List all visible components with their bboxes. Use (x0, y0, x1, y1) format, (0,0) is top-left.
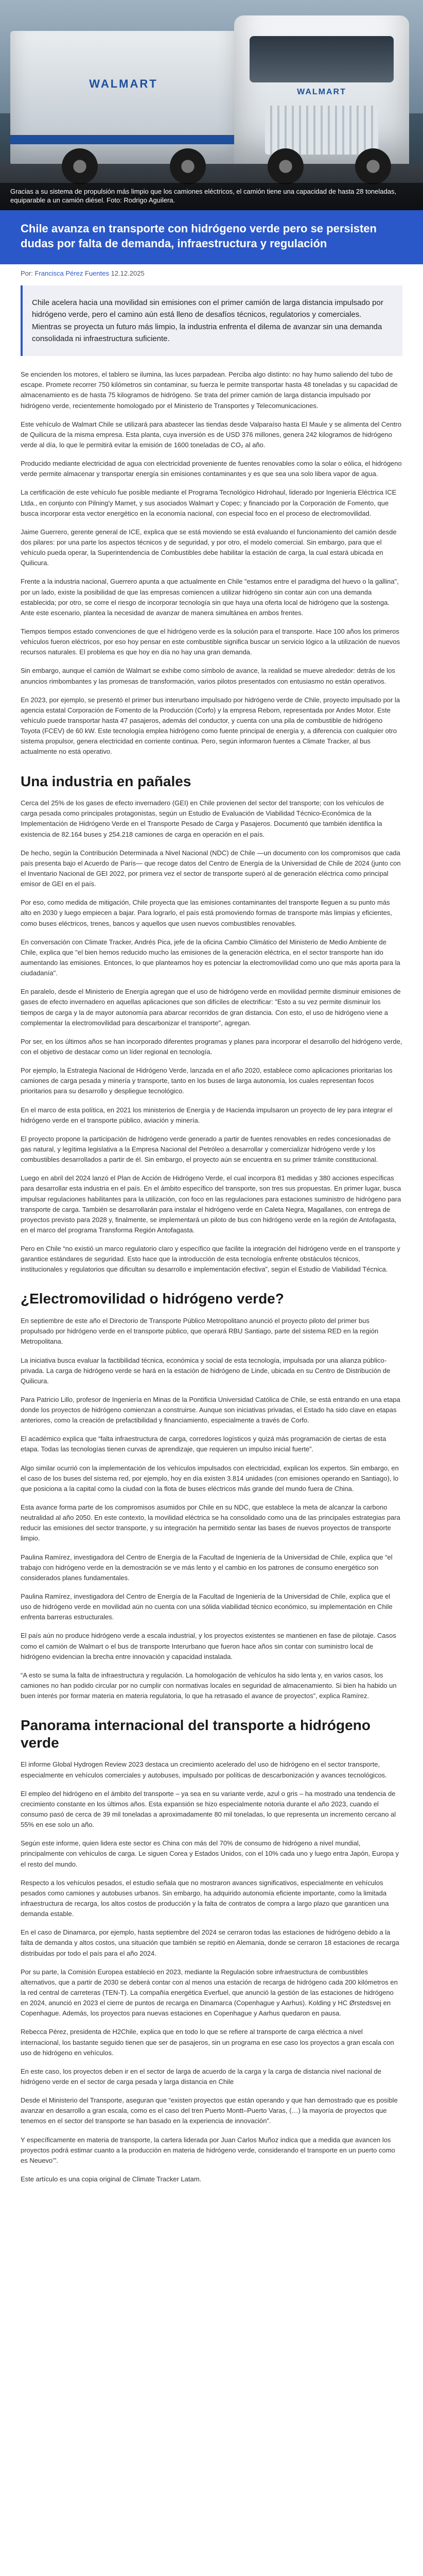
body-paragraph: Desde el Ministerio del Transporte, aseguran que “existen proyectos que están operando y que han demostrado que es posible avanzar en desarrollo a gran escala, como es el caso del tren Puerto Montt–Puerto Varas, (…) la mayoría de proyectos que tenemos en el sector del transporte se han basado en la experiencia de innovación”. (21, 2096, 398, 2125)
body-paragraph: El informe Global Hydrogen Review 2023 destaca un crecimiento acelerado del uso de hidrógeno en el sector transporte, especialmente en vehículos comerciales y autobuses, impulsado por políticas de descarbonización y avances tecnológicos. (21, 1760, 387, 1779)
body-paragraph: Por ejemplo, la Estrategia Nacional de Hidrógeno Verde, lanzada en el año 2020, establece como aplicaciones prioritarias los camiones de carga pesada y minería y transporte, tanto en los buses de larga autonomía, los cuales representan focos prioritarios para su desarrollo y despliegue tecnológico. (21, 1066, 393, 1095)
hero-image (0, 0, 423, 210)
body-paragraph: En conversación con Climate Tracker, Andrés Pica, jefe de la oficina Cambio Climático del Ministerio de Medio Ambiente de Chile, explica que "el bien hemos reducido mucho las emisiones de la generación eléctrica, en el sector transporte han ido aumentando las emisiones. Entonces, lo que planteamos hoy es potenciar la electromovilidad como uno que más aporta para la ciudadanía". (21, 938, 400, 977)
byline-prefix: Por: (21, 269, 33, 278)
truck-cab (234, 15, 409, 170)
body-paragraph: El proyecto propone la participación de hidrógeno verde generado a partir de fuentes renovables en redes concesionadas de gas natural, y legítima legislativa a la Empresa Nacional del Petróleo a desarrollar y comercializar hidrógeno verde y los combustibles desarrollados a partir de él. Sin embargo, el proyecto aún se encuentra en su primer trámite constitucional. (21, 1134, 391, 1164)
body-paragraph: Frente a la industria nacional, Guerrero apunta a que actualmente en Chile "estamos entre el paradigma del huevo o la gallina", por un lado, existe la posibilidad de que las empresas comiencen a utilizar hidrógeno sin contar aún con una demanda establecida; por otro, se corre el riesgo de incorporar tecnología sin que haya una oferta local de hidrógeno que la sostenga. Ante este escenario, plantea la necesidad de avanzar de manera simultánea en ambos frentes. (21, 578, 399, 617)
body-paragraph: De hecho, según la Contribución Determinada a Nivel Nacional (NDC) de Chile —un documento con los compromisos que cada país presenta bajo el Acuerdo de París— que recoge datos del Centro de Energía de la Universidad de Chile de 2024 (junto con el Inventario Nacional de GEI 2022, por primera vez el sector de transporte superó al de generación eléctrica como principal emisor de GEI en el país. (21, 849, 401, 888)
body-paragraph: En septiembre de este año el Directorio de Transporte Público Metropolitano anunció el proyecto piloto del primer bus propulsado por hidrógeno verde en el transporte público, que operará RBU Santiago, parte del sistema RED en la región Metropolitana. (21, 1317, 379, 1346)
publish-date: 12.12.2025 (111, 269, 145, 278)
lead-paragraph: Chile acelera hacia una movilidad sin emisiones con el primer camión de larga distancia impulsado por hidrógeno verde, pero el camino aún está lleno de desafíos técnicos, regulatorios y comerciales. Mientras se proyecta un futuro más limpio, la industria enfrenta el dilema de avanzar sin una demanda consolidada ni infraestructura suficiente. (21, 285, 402, 356)
body-paragraph: Cerca del 25% de los gases de efecto invernadero (GEI) en Chile provienen del sector del transporte; con los vehículos de carga pesada como principales protagonistas, según un Estudio de Evaluación de Viabilidad Técnico-Económica de la Implementación de Hidrógeno Verde en el Transporte Pesado de Carga y Pasajeros. Documentó que también identifica la existencia de 82.164 buses y 254.218 camiones de carga en operación en el país. (21, 799, 384, 838)
body-paragraph: Algo similar ocurrió con la implementación de los vehículos impulsados con electricidad, explican los expertos. Sin embargo, en el caso de los buses del sistema red, por ejemplo, hoy en día existen 3.814 unidades (con emisiones operando en Santiago), lo que posiciona a la capital como la ciudad con la flota de buses eléctricos más grande del mundo fuera de China. (21, 1464, 399, 1493)
section-heading: Una industria en pañales (21, 773, 191, 789)
body-paragraph: La certificación de este vehículo fue posible mediante el Programa Tecnológico Hidrohaul, liderado por Ingeniería Eléctrica ICE Ltda., en conjunto con Pilning'y Marnet, y sus asociados Walmart y Copec; y financiado por la Corporación de Fomento, que busca incorporar esta vector energético en la economía nacional, con especial foco en el proceso de electromovilidad. (21, 488, 397, 517)
body-paragraph: En 2023, por ejemplo, se presentó el primer bus interurbano impulsado por hidrógeno verde de Chile, proyecto impulsado por la agencia estatal Corporación de Fomento de la Producción (Corfo) y la empresa Reborn, representada por Andes Motor. Este vehículo puede transportar hasta 47 pasajeros, además del conductor, y cuenta con una pila de combustible de hidrógeno Toyota (FCEV) de 60 kW. Este tecnología emplea hidrógeno como fuente principal de energía y, a diferencia con cualquier otro sistema propulsor, genera electricidad en corriente continua. Pero, según informaron fuentes a Climate Tracker, al bus actualmente no está operativo. (21, 696, 400, 756)
body-paragraph: Según este informe, quien lidera este sector es China con más del 70% de consumo de hidrógeno a nivel mundial, principalmente con vehículos de carga. Le siguen Corea y Estados Unidos, con el 10% cada uno y luego entra Japón, Europa y el resto del mundo. (21, 1839, 399, 1868)
body-paragraph: Luego en abril del 2024 lanzó el Plan de Acción de Hidrógeno Verde, el cual incorpora 81 medidas y 380 acciones específicas para desarrollar esta industria en el país. En el ámbito específico del transporte, son tres sus propuestas. En primer lugar, busca impulsar regulaciones habilitantes para la utilización, con foco en las regulaciones para estaciones suministro de hidrógeno para transporte de carga. También se desarrollarán para instalar el hidrógeno verde en Caleta Negra, Magallanes, con entrega de proyectos previsto para 2028 y, finalmente, se implementará un piloto de bus con hidrógeno verde en la región de Antofagasta, en el marco del programa Transforma Región Antofagasta. (21, 1174, 401, 1234)
truck-grille (265, 106, 378, 155)
body-paragraph: En el caso de Dinamarca, por ejemplo, hasta septiembre del 2024 se cerraron todas las estaciones de hidrógeno debido a la falta de demanda y altos costos, una situación que también se repitió en Alemania, donde se cerraron 18 estaciones de recarga distribuidas por todo el país para el año 2024. (21, 1928, 399, 1957)
truck-windshield (250, 36, 394, 82)
trailer-stripe (10, 135, 237, 144)
body-paragraph: Tiempos tiempos estado convenciones de que el hidrógeno verde es la solución para el transporte. Hace 100 años los primeros vehículos fueron eléctricos, por eso hoy pensar en este combustible significa buscar un servicio lógico a la utilización de nuevos recursos naturales. El problema es que hoy en día no hay una gran demanda. (21, 628, 400, 656)
body-paragraph: Pero en Chile “no existió un marco regulatorio claro y específico que facilite la integración del hidrógeno verde en el transporte y garantice estándares de seguridad. Esto hace que la introducción de esta tecnología enfrente obstáculos técnicos, institucionales y regulatorios que dificultan su desarrollo e implementación efectiva”, según el Estudio de Viabilidad Técnica. (21, 1245, 400, 1274)
body-paragraph: En este caso, los proyectos deben ir en el sector de larga de acuerdo de la carga y la carga de distancia nivel nacional de hidrógeno verde en el sector de carga pesada y larga distancia en Chile (21, 2067, 381, 2086)
section-heading: ¿Electromovilidad o hidrógeno verde? (21, 1291, 284, 1307)
body-paragraph: La iniciativa busca evaluar la factibilidad técnica, económica y social de esta tecnología, impulsada por una alianza público-privada. La carga de hidrógeno verde se hará en la estación de hidrógeno de Linde, ubicada en su Centro de Distribución de Quilicura. (21, 1356, 391, 1385)
body-paragraph: Este vehículo de Walmart Chile se utilizará para abastecer las tiendas desde Valparaíso hasta El Maule y se alimenta del Centro de Quilicura de la misma empresa. Esta planta, cuya inversión es de USD 376 millones, genera 242 kilogramos de hidrógeno verde al día, lo que le permitirá evitar la emisión de 1600 toneladas de CO₂ al año. (21, 420, 401, 449)
hero-caption: Gracias a su sistema de propulsión más limpio que los camiones eléctricos, el camión tiene una capacidad de hasta 28 toneladas, equiparable a un camión diésel. Foto: Rodrigo Aguilera. (0, 183, 423, 210)
byline (0, 264, 423, 280)
body-paragraph: El país aún no produce hidrógeno verde a escala industrial, y los proyectos existentes se mantienen en fase de pilotaje. Casos como el camión de Walmart o el bus de transporte Interurbano que fueron hace años sin contar con suministro local de hidrógeno evidencian la brecha entre innovación y capacidad instalada. (21, 1632, 396, 1660)
body-paragraph: Por ser, en los últimos años se han incorporado diferentes programas y planes para incorporar el desarrollo del hidrógeno verde, con el objetivo de destacar como un líder regional en tecnología. (21, 1037, 402, 1056)
body-paragraph: Y específicamente en materia de transporte, la cartera liderada por Juan Carlos Muñoz indica que a medida que avancen los proyectos podrá estimar cuanto a la producción en materia de hidrógeno verde, considerando el transporte en un puerto como es Neuevo’”. (21, 2136, 395, 2164)
headline-banner (0, 210, 423, 264)
body-paragraph: Para Patricio Lillo, profesor de Ingeniería en Minas de la Pontificia Universidad Católica de Chile, se está entrando en una etapa donde los proyectos de hidrógeno comienzan a construirse. Aunque son iniciativas privadas, el Estado ha sido clave en etapas anteriores, como la creación de prefactibilidad y financiamiento, especialmente a través de Corfo. (21, 1395, 400, 1425)
body-paragraph: Paulina Ramírez, investigadora del Centro de Energía de la Facultad de Ingeniería de la Universidad de Chile, explica que “el trabajo con hidrógeno verde en la demostración se ve más lento y el cambio en los patrones de consumo energético son considerados planes fundamentales. (21, 1553, 393, 1582)
body-paragraph: El académico explica que “falta infraestructura de carga, corredores logísticos y quizá más programación de ciertas de esta etapa. Todas las tecnologías tienen curvas de aprendizaje, que requieren un impulso inicial fuerte”. (21, 1435, 386, 1453)
wheel (268, 148, 304, 184)
author-link[interactable]: Francisca Pérez Fuentes (34, 269, 109, 278)
body-paragraph: El empleo del hidrógeno en el ámbito del transporte – ya sea en su variante verde, azul o gris – ha mostrado una tendencia de crecimiento constante en los últimos años. Esta expansión se hizo especialmente notoria durante el año 2023, cuando el consumo pasó de cerca de 39 mil toneladas a aproximadamente 80 mil toneladas, lo que representa un incremento cercano al 55% en ese solo un año. (21, 1789, 396, 1829)
body-paragraph: Producido mediante electricidad de agua con electricidad proveniente de fuentes renovables como la solar o eólica, el hidrógeno verde permite almacenar y transportar energía sin emisiones contaminantes y es que sea una solo libera vapor de agua. (21, 460, 402, 478)
body-paragraph: Respecto a los vehículos pesados, el estudio señala que no mostraron avances significativos, especialmente en vehículos pesados como camiones y autobuses urbanos. Sin embargo, ha adquirido autonomía eficiente importante, como la limitada infraestructura de recarga, los altos costos de producción y la falta de contratos de compra a largo plazo que garanticen una demanda estable. (21, 1878, 389, 1918)
body-paragraph: Por su parte, la Comisión Europea estableció en 2023, mediante la Regulación sobre infraestructura de combustibles alternativos, que a partir de 2030 se deberá contar con al menos una estación de recarga de hidrógeno cada 200 kilómetros en la red central de carreteras (TEN-T). La compañía energética Everfuel, que anunció la gestión de las estaciones de hidrógeno en 2024, anunció en 2023 el cierre de puntos de recarga en Dinamarca (Copenhague y Aarhus). Kolding y HC Ørstedsvej en Copenhague. Además, los proyectos para nuevas estaciones en Copenhague y Aarhus quedaron en pausa. (21, 1968, 398, 2018)
wheel (62, 148, 98, 184)
body-paragraph: Jaime Guerrero, gerente general de ICE, explica que se está moviendo se está evaluando el funcionamiento del camión desde dos pilares: por una parte los aspectos técnicos y de seguridad, y por otro, el modelo comercial. Sin embargo, para que el vehículo pueda operar, la Superintendencia de Combustibles debe habilitar la estación de carga, la cual estará ubicada en Quilicura. (21, 528, 397, 567)
body-paragraph: En el marco de esta política, en 2021 los ministerios de Energía y de Hacienda impulsaron un proyecto de ley para integrar el hidrógeno verde en el transporte público, aviación y minería. (21, 1106, 393, 1124)
body-paragraph: Rebecca Pérez, presidenta de H2Chile, explica que en todo lo que se refiere al transporte de carga eléctrica a nivel internacional, los bastante seguido tienen que ser de pasajeros, sin un programa en ese caso los proyectos a gran escala con uso de hidrógeno en vehículos. (21, 2028, 394, 2057)
body-paragraph: Se encienden los motores, el tablero se ilumina, las luces parpadean. Perciba algo distinto: no hay humo saliendo del tubo de escape. Promete recorrer 750 kilómetros sin contaminar, su fuerza le permite transportar hasta 48 toneladas y su capacidad de almacenamiento es de hasta 75 kilogramos de hidrógeno. Se trata del primer camión de larga distancia impulsado por hidrógeno verde, recientemente homologado por el Ministerio de Transportes y Telecomunicaciones. (21, 370, 398, 410)
body-paragraph: Sin embargo, aunque el camión de Walmart se exhibe como símbolo de avance, la realidad se mueve alrededor: detrás de los anuncios rimbombantes y las promesas de transformación, varios pilotos presentados con entusiasmo no están operativos. (21, 667, 395, 685)
body-paragraph: En paralelo, desde el Ministerio de Energía agregan que el uso de hidrógeno verde en movilidad permite disminuir emisiones de gases de efecto invernadero en aquellas aplicaciones que son difíciles de electrificar: "Esto a su vez permite disminuir los tiempos de carga y la de mayor autonomía para abarcar recorridos de gran distancia. Con esto, el uso de hidrógeno viene a complementar la electromovilidad para descarbonizar el transporte", agregan. (21, 988, 401, 1027)
trailer-logo: WALMART (89, 77, 158, 90)
section-heading: Panorama internacional del transporte a hidrógeno verde (21, 1717, 371, 1751)
wheel (170, 148, 206, 184)
article-body (0, 369, 423, 2184)
wheel (355, 148, 391, 184)
body-paragraph: “A esto se suma la falta de infraestructura y regulación. La homologación de vehículos ha sido lenta y, en varios casos, los camiones no han podido circular por no cumplir con normativas locales en seguridad de almacenamiento. Si bien ha habido un buen interés por formar materia en materia regulatoria, lo que ha retrasado el avance de proyectos”, explica Ramírez. (21, 1671, 397, 1700)
body-paragraph: Esta avance forma parte de los compromisos asumidos por Chile en su NDC, que establece la meta de alcanzar la carbono neutralidad al año 2050. En este contexto, la movilidad eléctrica se ha consolidado como una de las principales estrategias para reducir las emisiones del sector transporte, y su integración ha permitido sentar las bases de nuevos proyectos de transporte limpio. (21, 1503, 400, 1543)
truck-trailer (10, 31, 237, 165)
body-paragraph: Por eso, como medida de mitigación, Chile proyecta que las emisiones contaminantes del transporte lleguen a su punto más alto en 2030 y luego empiecen a bajar. Para lograrlo, el país está promoviendo formas de transporte más limpias y eficientes, como buses eléctricos, trenes, bancos y aquellos que usen nuevos combustibles renovables. (21, 899, 392, 927)
cab-badge: WALMART (297, 88, 346, 96)
body-paragraph: Paulina Ramírez, investigadora del Centro de Energía de la Facultad de Ingeniería de la Universidad de Chile, explica que el uso de hidrógeno verde en movilidad aún no cuenta con una sólida viabilidad técnico económico, su implementación en Chile enfrenta barreras estructurales. (21, 1592, 393, 1621)
article-title: Chile avanza en transporte con hidrógeno verde pero se persisten dudas por falta de demanda, infraestructura y regulación (21, 222, 377, 250)
body-paragraph: Este artículo es una copia original de Climate Tracker Latam. (21, 2175, 202, 2183)
